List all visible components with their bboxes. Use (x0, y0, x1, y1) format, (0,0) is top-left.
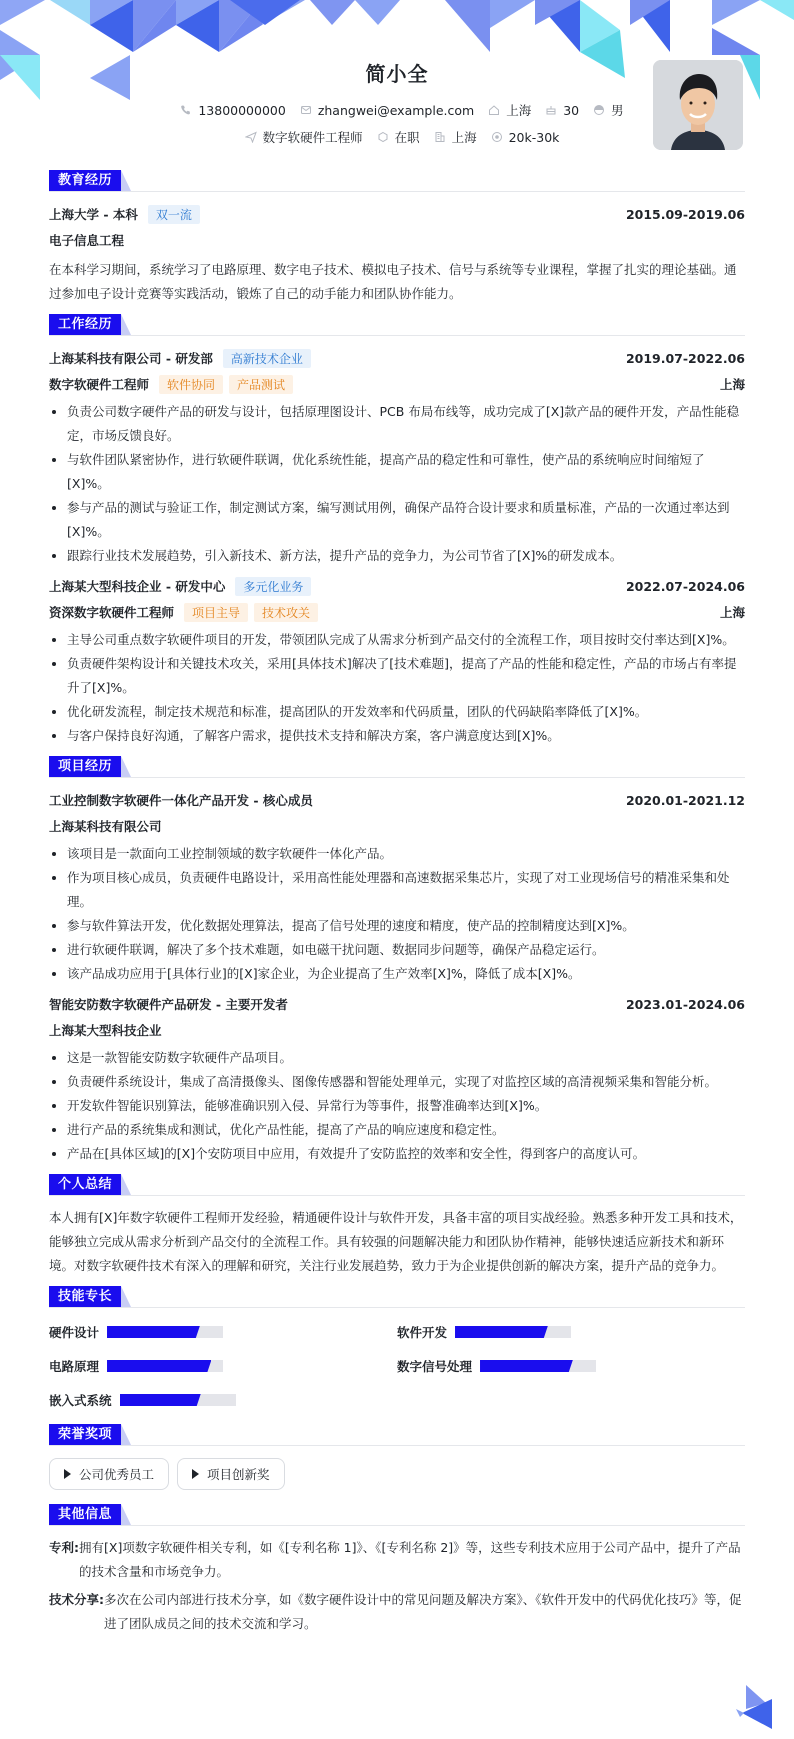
section-header (49, 314, 745, 336)
other-section (49, 1504, 745, 1636)
other-item-tech-sharing (49, 1588, 745, 1636)
work-entry (49, 574, 745, 748)
skill-name: 数字信号处理 (397, 1359, 473, 1374)
project-bullets (49, 842, 745, 986)
skill-bar (480, 1360, 596, 1372)
list-item: 进行产品的系统集成和测试，优化产品性能，提高了产品的响应速度和稳定性。 (49, 1118, 745, 1142)
gender-item: 男 (593, 101, 624, 119)
work-date: 2022.07-2024.06 (625, 578, 745, 594)
major: 电子信息工程 (49, 233, 125, 248)
job-title: 资深数字软硬件工程师 (49, 605, 175, 620)
section-title: 项目经历 (49, 756, 121, 777)
role-tag: 技术攻关 (254, 603, 318, 622)
work-location: 上海 (719, 605, 745, 620)
salary-icon (491, 131, 503, 143)
project-date: 2020.01-2021.12 (625, 792, 745, 808)
skill-item (49, 1356, 397, 1376)
status-item: 在职 (377, 128, 420, 146)
list-item: 与软件团队紧密协作，进行软硬件联调，优化系统性能，提高产品的稳定性和可靠性，使产品的系统响应时间缩短了[X]%。 (49, 448, 745, 496)
project-date: 2023.01-2024.06 (625, 996, 745, 1012)
phone-item: 13800000000 (180, 103, 285, 118)
project-entry (49, 992, 745, 1166)
skill-item (49, 1390, 397, 1410)
school-tag: 双一流 (148, 205, 200, 224)
skill-bar (107, 1360, 223, 1372)
triangle-right-icon (64, 1469, 71, 1479)
other-text: 多次在公司内部进行技术分享，如《数字硬件设计中的常见问题及解决方案》、《软件开发中的代码优化技巧》等，促进了团队成员之间的技术交流和学习。 (104, 1592, 742, 1631)
other-label: 专利: (49, 1540, 79, 1555)
gender-icon (593, 104, 605, 116)
school-name: 上海大学 - 本科 (49, 207, 138, 222)
skill-bar (107, 1326, 223, 1338)
section-title: 荣誉奖项 (49, 1424, 121, 1445)
candidate-name: 简小全 (365, 62, 429, 86)
awards-list (49, 1456, 745, 1496)
company-tag: 多元化业务 (235, 577, 311, 596)
list-item: 产品在[具体区域]的[X]个安防项目中应用，有效提升了安防监控的效率和安全性，得到客户的高度认可。 (49, 1142, 745, 1166)
list-item: 开发软件智能识别算法，能够准确识别入侵、异常行为等事件，报警准确率达到[X]%。 (49, 1094, 745, 1118)
project-company: 上海某大型科技企业 (49, 1023, 162, 1038)
skill-item (49, 1322, 397, 1342)
section-header (49, 170, 745, 192)
section-header (49, 1504, 745, 1526)
other-text: 拥有[X]项数字软硬件相关专利，如《[专利名称 1]》、《[专利名称 2]》等，这些专利技术应用于公司产品中，提升了产品的技术含量和市场竞争力。 (79, 1540, 741, 1579)
award-chip: 公司优秀员工 (49, 1458, 169, 1490)
phone-icon (180, 104, 192, 116)
company-name: 上海某大型科技企业 - 研发中心 (49, 579, 226, 594)
summary-section (49, 1174, 745, 1278)
skill-item (397, 1356, 745, 1376)
city-item: 上海 (434, 128, 477, 146)
list-item: 跟踪行业技术发展趋势，引入新技术、新方法，提升产品的竞争力，为公司节省了[X]%的研发成本。 (49, 544, 745, 568)
salary-item: 20k-30k (491, 130, 560, 145)
list-item: 负责硬件系统设计，集成了高清摄像头、图像传感器和智能处理单元，实现了对监控区域的高清视频采集和智能分析。 (49, 1070, 745, 1094)
list-item: 作为项目核心成员，负责硬件电路设计，采用高性能处理器和高速数据采集芯片，实现了对工业现场信号的精准采集和处理。 (49, 866, 745, 914)
section-header (49, 1286, 745, 1308)
section-title: 教育经历 (49, 170, 121, 191)
list-item: 该产品成功应用于[具体行业]的[X]家企业，为企业提高了生产效率[X]%，降低了成本[X]%。 (49, 962, 745, 986)
list-item: 参与产品的测试与验证工作，制定测试方案，编写测试用例，确保产品符合设计要求和质量标准，产品的一次通过率达到[X]%。 (49, 496, 745, 544)
section-title: 工作经历 (49, 314, 121, 335)
project-name: 工业控制数字软硬件一体化产品开发 - 核心成员 (49, 793, 313, 808)
position-item: 数字软硬件工程师 (245, 128, 363, 146)
education-description: 在本科学习期间，系统学习了电路原理、数字电子技术、模拟电子技术、信号与系统等专业课程，掌握了扎实的理论基础。通过参加电子设计竞赛等实践活动，锻炼了自己的动手能力和团队协作能力。 (49, 262, 737, 301)
work-bullets (49, 628, 745, 748)
section-header (49, 1174, 745, 1196)
section-header (49, 1424, 745, 1446)
awards-section (49, 1424, 745, 1496)
education-entry-header (49, 202, 745, 226)
work-entry (49, 346, 745, 568)
list-item: 负责硬件架构设计和关键技术攻关，采用[具体技术]解决了[技术难题]，提高了产品的性能和稳定性，产品的市场占有率提升了[X]%。 (49, 652, 745, 700)
project-name: 智能安防数字软硬件产品研发 - 主要开发者 (49, 997, 288, 1012)
skill-name: 软件开发 (397, 1325, 448, 1340)
contact-info-row (49, 101, 745, 119)
skill-bar (455, 1326, 571, 1338)
cake-icon (545, 104, 557, 116)
summary-text: 本人拥有[X]年数字软硬件工程师开发经验，精通硬件设计与软件开发，具备丰富的项目实战经验。熟悉多种开发工具和技术，能够独立完成从需求分析到产品交付的全流程工作。具有较强的问题解决能力和团队协作精神，能够快速适应新技术和新环境。对数字软硬件技术有深入的理解和研究，关注行业发展趋势，致力于为企业提供创新的解决方案，提升产品的竞争力。 (49, 1210, 743, 1273)
section-title: 个人总结 (49, 1174, 121, 1195)
list-item: 与客户保持良好沟通，了解客户需求，提供技术支持和解决方案，客户满意度达到[X]%。 (49, 724, 745, 748)
list-item: 进行软硬件联调，解决了多个技术难题，如电磁干扰问题、数据同步问题等，确保产品稳定运行。 (49, 938, 745, 962)
project-company: 上海某科技有限公司 (49, 819, 162, 834)
work-section (49, 314, 745, 748)
list-item: 该项目是一款面向工业控制领域的数字软硬件一体化产品。 (49, 842, 745, 866)
work-date: 2019.07-2022.06 (625, 350, 745, 366)
list-item: 优化研发流程，制定技术规范和标准，提高团队的开发效率和代码质量，团队的代码缺陷率降低了[X]%。 (49, 700, 745, 724)
triangle-right-icon (192, 1469, 199, 1479)
list-item: 负责公司数字硬件产品的研发与设计，包括原理图设计、PCB 布局布线等，成功完成了[X]款产品的硬件开发，产品性能稳定，市场反馈良好。 (49, 400, 745, 448)
mail-icon (300, 104, 312, 116)
skills-section (49, 1286, 745, 1416)
skill-name: 嵌入式系统 (49, 1393, 112, 1408)
age-item: 30 (545, 103, 579, 118)
education-date: 2015.09-2019.06 (625, 206, 745, 222)
skills-grid (49, 1318, 745, 1416)
projects-section (49, 756, 745, 1166)
section-title: 其他信息 (49, 1504, 121, 1525)
project-entry (49, 788, 745, 986)
award-chip: 项目创新奖 (177, 1458, 285, 1490)
list-item: 参与软件算法开发，优化数据处理算法，提高了信号处理的速度和精度，使产品的控制精度达到[X]%。 (49, 914, 745, 938)
email-item: zhangwei@example.com (300, 103, 474, 118)
section-title: 技能专长 (49, 1286, 121, 1307)
skill-item (397, 1322, 745, 1342)
skill-name: 电路原理 (49, 1359, 100, 1374)
job-intent-row (49, 128, 745, 146)
send-icon (245, 131, 257, 143)
company-tag: 高新技术企业 (223, 349, 311, 368)
corner-triangle-decoration (736, 1685, 776, 1729)
role-tag: 产品测试 (229, 375, 293, 394)
role-tag: 项目主导 (184, 603, 248, 622)
work-location: 上海 (719, 377, 745, 392)
status-icon (377, 131, 389, 143)
skill-name: 硬件设计 (49, 1325, 100, 1340)
building-icon (434, 131, 446, 143)
company-name: 上海某科技有限公司 - 研发部 (49, 351, 213, 366)
avatar-photo (653, 60, 743, 150)
project-bullets (49, 1046, 745, 1166)
job-title: 数字软硬件工程师 (49, 377, 150, 392)
education-section (49, 170, 745, 306)
other-item-patents (49, 1536, 745, 1584)
list-item: 这是一款智能安防数字软硬件产品项目。 (49, 1046, 745, 1070)
resume-header (49, 0, 745, 162)
other-label: 技术分享: (49, 1592, 104, 1607)
work-bullets (49, 400, 745, 568)
home-icon (488, 104, 500, 116)
list-item: 主导公司重点数字软硬件项目的开发，带领团队完成了从需求分析到产品交付的全流程工作，项目按时交付率达到[X]%。 (49, 628, 745, 652)
role-tag: 软件协同 (159, 375, 223, 394)
home-item: 上海 (488, 101, 531, 119)
skill-bar (120, 1394, 236, 1406)
section-header (49, 756, 745, 778)
